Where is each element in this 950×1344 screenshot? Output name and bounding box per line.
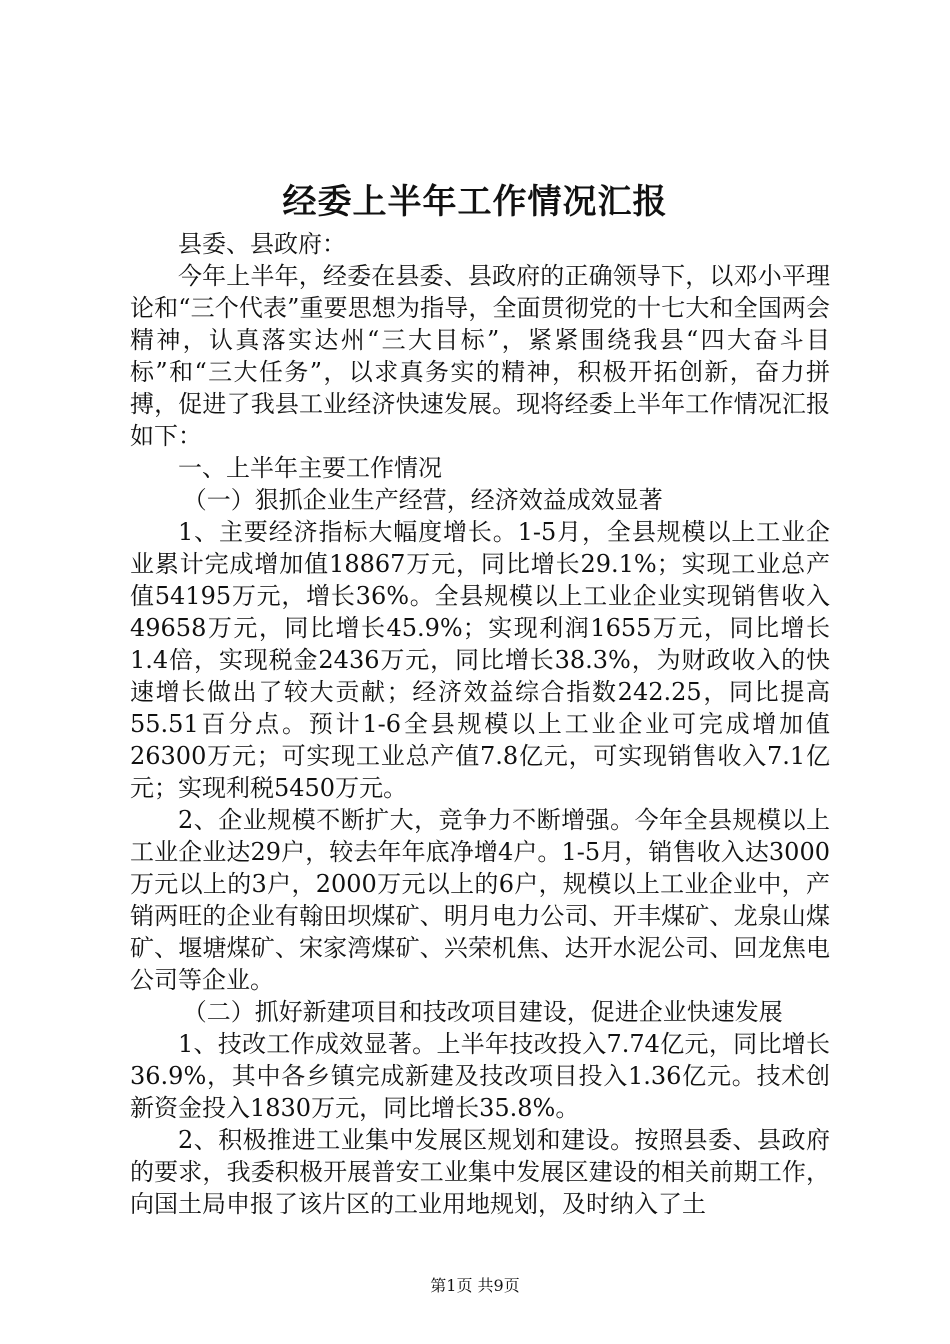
subsection-heading-2: （二）抓好新建项目和技改项目建设，促进企业快速发展: [182, 998, 783, 1026]
paragraph-economic-indicators: 1、主要经济指标大幅度增长。1-5月，全县规模以上工业企业累计完成增加值18867万元，同比增长29.1%；实现工业总产值54195万元，增长36%。全县规模以上工业企业实现销售收入49658万元，同比增长45.9%；实现利润1655万元，同比增长1.4倍，实现税金2436万元，同比增长38.3%，为财政收入的快速增长做出了较大贡献；经济效益综合指数242.25，同比提高55.51百分点。预计1-6全县规模以上工业企业可完成增加值26300万元；可实现工业总产值7.8亿元，可实现销售收入7.1亿元；实现利税5450万元。: [130, 518, 830, 802]
salutation: 县委、县政府：: [178, 230, 346, 258]
intro-paragraph: 今年上半年，经委在县委、县政府的正确领导下，以邓小平理论和“三个代表”重要思想为指导，全面贯彻党的十七大和全国两会精神，认真落实达州“三大目标”，紧紧围绕我县“四大奋斗目标”和“三大任务”，以求真务实的精神，积极开拓创新，奋力拼搏，促进了我县工业经济快速发展。现将经委上半年工作情况汇报如下：: [130, 262, 830, 450]
page-number-footer: 第1页 共9页: [430, 1276, 520, 1295]
document-title: 经委上半年工作情况汇报: [282, 182, 668, 222]
paragraph-enterprise-scale: 2、企业规模不断扩大，竞争力不断增强。今年全县规模以上工业企业达29户，较去年年底净增4户。1-5月，销售收入达3000万元以上的3户，2000万元以上的6户，规模以上工业企业中，产销两旺的企业有翰田坝煤矿、明月电力公司、开丰煤矿、龙泉山煤矿、堰塘煤矿、宋家湾煤矿、兴荣机焦、达开水泥公司、回龙焦电公司等企业。: [130, 806, 830, 994]
document-body: [130, 228, 830, 1220]
paragraph-tech-renovation: 1、技改工作成效显著。上半年技改投入7.74亿元，同比增长36.9%，其中各乡镇完成新建及技改项目投入1.36亿元。技术创新资金投入1830万元，同比增长35.8%。: [130, 1030, 830, 1122]
section-heading-1: 一、上半年主要工作情况: [178, 454, 442, 482]
paragraph-industrial-zone: 2、积极推进工业集中发展区规划和建设。按照县委、县政府的要求，我委积极开展普安工业集中发展区建设的相关前期工作，向国土局申报了该片区的工业用地规划，及时纳入了土: [130, 1126, 830, 1218]
subsection-heading-1: （一）狠抓企业生产经营，经济效益成效显著: [182, 486, 663, 514]
